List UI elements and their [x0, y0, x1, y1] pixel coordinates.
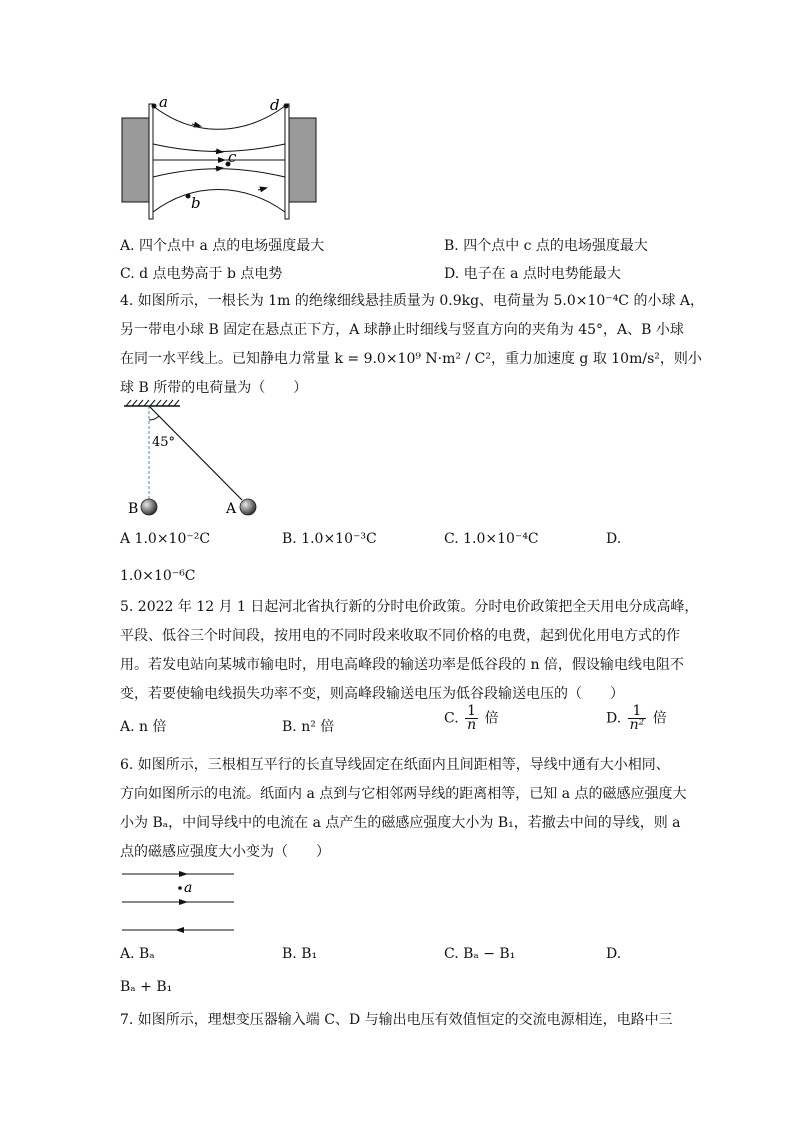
q6-text [120, 751, 687, 867]
q3-option-a: A. 四个点中 a 点的电场强度最大 [120, 238, 325, 254]
fraction-numerator: 1 [465, 705, 478, 719]
point-d-dot [284, 104, 289, 109]
point-b-dot [186, 194, 191, 199]
q5-line: 平段、低谷三个时间段，按用电的不同时段来收取不同价格的电费，起到优化用电方式的作 [120, 628, 680, 644]
pendulum-figure [118, 398, 268, 523]
q6-option-a: A. Bₐ [120, 946, 155, 962]
fraction-numerator: 1 [628, 705, 647, 719]
point-a-label: a [184, 880, 193, 896]
angle-arc [149, 416, 159, 420]
q5-line: 5. 2022 年 12 月 1 日起河北省执行新的分时电价政策。分时电价政策把全天用电分成高峰， [120, 599, 699, 615]
q5-option-c [444, 705, 499, 732]
q6-line: 6. 如图所示，三根相互平行的长直导线固定在纸面内且间距相等，导线中通有大小相同、 [120, 757, 670, 773]
field-line-2 [153, 144, 285, 152]
q6-option-b: B. B₁ [282, 946, 318, 962]
point-a-dot [178, 886, 182, 890]
q4-line: 在同一水平线上。已知静电力常量 k = 9.0×10⁹ N·m² / C²，重力加速度 g 取 10m/s²，则小 [120, 351, 702, 367]
q6-option-c: C. Bₐ − B₁ [444, 946, 516, 962]
ball-b [141, 499, 157, 515]
q4-option-a: A 1.0×10⁻²C [120, 531, 211, 547]
q5-option-d [606, 705, 667, 732]
q6-line: 方向如图所示的电流。纸面内 a 点到与它相邻两导线的距离相等，已知 a 点的磁感应强度大 [120, 786, 687, 802]
q5-option-a: A. n 倍 [120, 719, 167, 735]
q4-line: 另一带电小球 B 固定在悬点正下方，A 球静止时细线与竖直方向的夹角为 45°，A、B 小球 [120, 322, 684, 338]
q6-line: 小为 Bₐ，中间导线中的电流在 a 点产生的磁感应强度大小为 B₁，若撤去中间的导线，则 a [120, 815, 681, 831]
q5-line: 变，若要使输电线损失功率不变，则高峰段输送电压为低谷段输送电压的（ ） [120, 686, 624, 702]
q6-line: 点的磁感应强度大小变为（ ） [120, 844, 330, 860]
wires-figure [118, 866, 243, 938]
ball-a-label: A [226, 501, 237, 517]
angle-label: 45° [152, 435, 176, 450]
q5-option-c-fraction [465, 705, 478, 732]
fraction-denominator: n² [629, 717, 645, 733]
q7-line: 7. 如图所示，理想变压器输入端 C、D 与输出电压有效值恒定的交流电源相连，电路中三 [120, 1012, 673, 1028]
q3-option-c: C. d 点电势高于 b 点电势 [120, 266, 283, 282]
q5-option-c-label: C. [444, 710, 459, 727]
electric-field-figure [118, 92, 328, 227]
point-c-label: c [228, 148, 237, 166]
point-a-label: a [159, 93, 168, 111]
field-arrow [258, 188, 266, 190]
q6-option-d-value: Bₐ + B₁ [120, 979, 173, 995]
q5-option-c-suffix: 倍 [484, 710, 499, 727]
q4-line: 球 B 所带的电荷量为（ ） [120, 380, 308, 396]
q5-option-d-label: D. [606, 710, 622, 727]
q5-text [120, 593, 699, 709]
right-plate-block [289, 118, 316, 202]
q4-line: 4. 如图所示，一根长为 1m 的绝缘细线悬挂质量为 0.9kg、电荷量为 5.0×10⁻⁴C 的小球 A， [120, 293, 705, 309]
thread [149, 406, 242, 500]
field-line-bottom [153, 190, 285, 213]
ball-b-label: B [128, 501, 139, 517]
q5-line: 用。若发电站向某城市输电时，用电高峰段的输送功率是低谷段的 n 倍，假设输电线电阻不 [120, 657, 684, 673]
left-plate [149, 104, 153, 219]
right-plate [285, 104, 289, 219]
q5-option-d-suffix: 倍 [652, 710, 667, 727]
q6-option-d: D. [606, 946, 622, 962]
field-line-top [153, 106, 285, 129]
q4-option-c: C. 1.0×10⁻⁴C [444, 531, 539, 547]
point-b-label: b [191, 194, 201, 212]
q5-option-d-fraction [628, 705, 647, 732]
ball-a [240, 499, 256, 515]
q4-option-d: D. [606, 531, 622, 547]
point-a-dot [152, 104, 157, 109]
q7-text [120, 1006, 680, 1035]
q4-option-d-value: 1.0×10⁻⁶C [120, 568, 196, 584]
q3-option-d: D. 电子在 a 点时电势能最大 [444, 266, 621, 282]
ceiling-hatch [126, 400, 179, 406]
left-plate-block [122, 118, 149, 202]
field-line-4 [153, 169, 285, 177]
fraction-denominator: n [467, 717, 477, 733]
q4-text [120, 287, 705, 403]
point-d-label: d [270, 96, 280, 114]
q3-option-b: B. 四个点中 c 点的电场强度最大 [444, 238, 648, 254]
q5-option-b: B. n² 倍 [282, 719, 335, 735]
q4-option-b: B. 1.0×10⁻³C [282, 531, 377, 547]
